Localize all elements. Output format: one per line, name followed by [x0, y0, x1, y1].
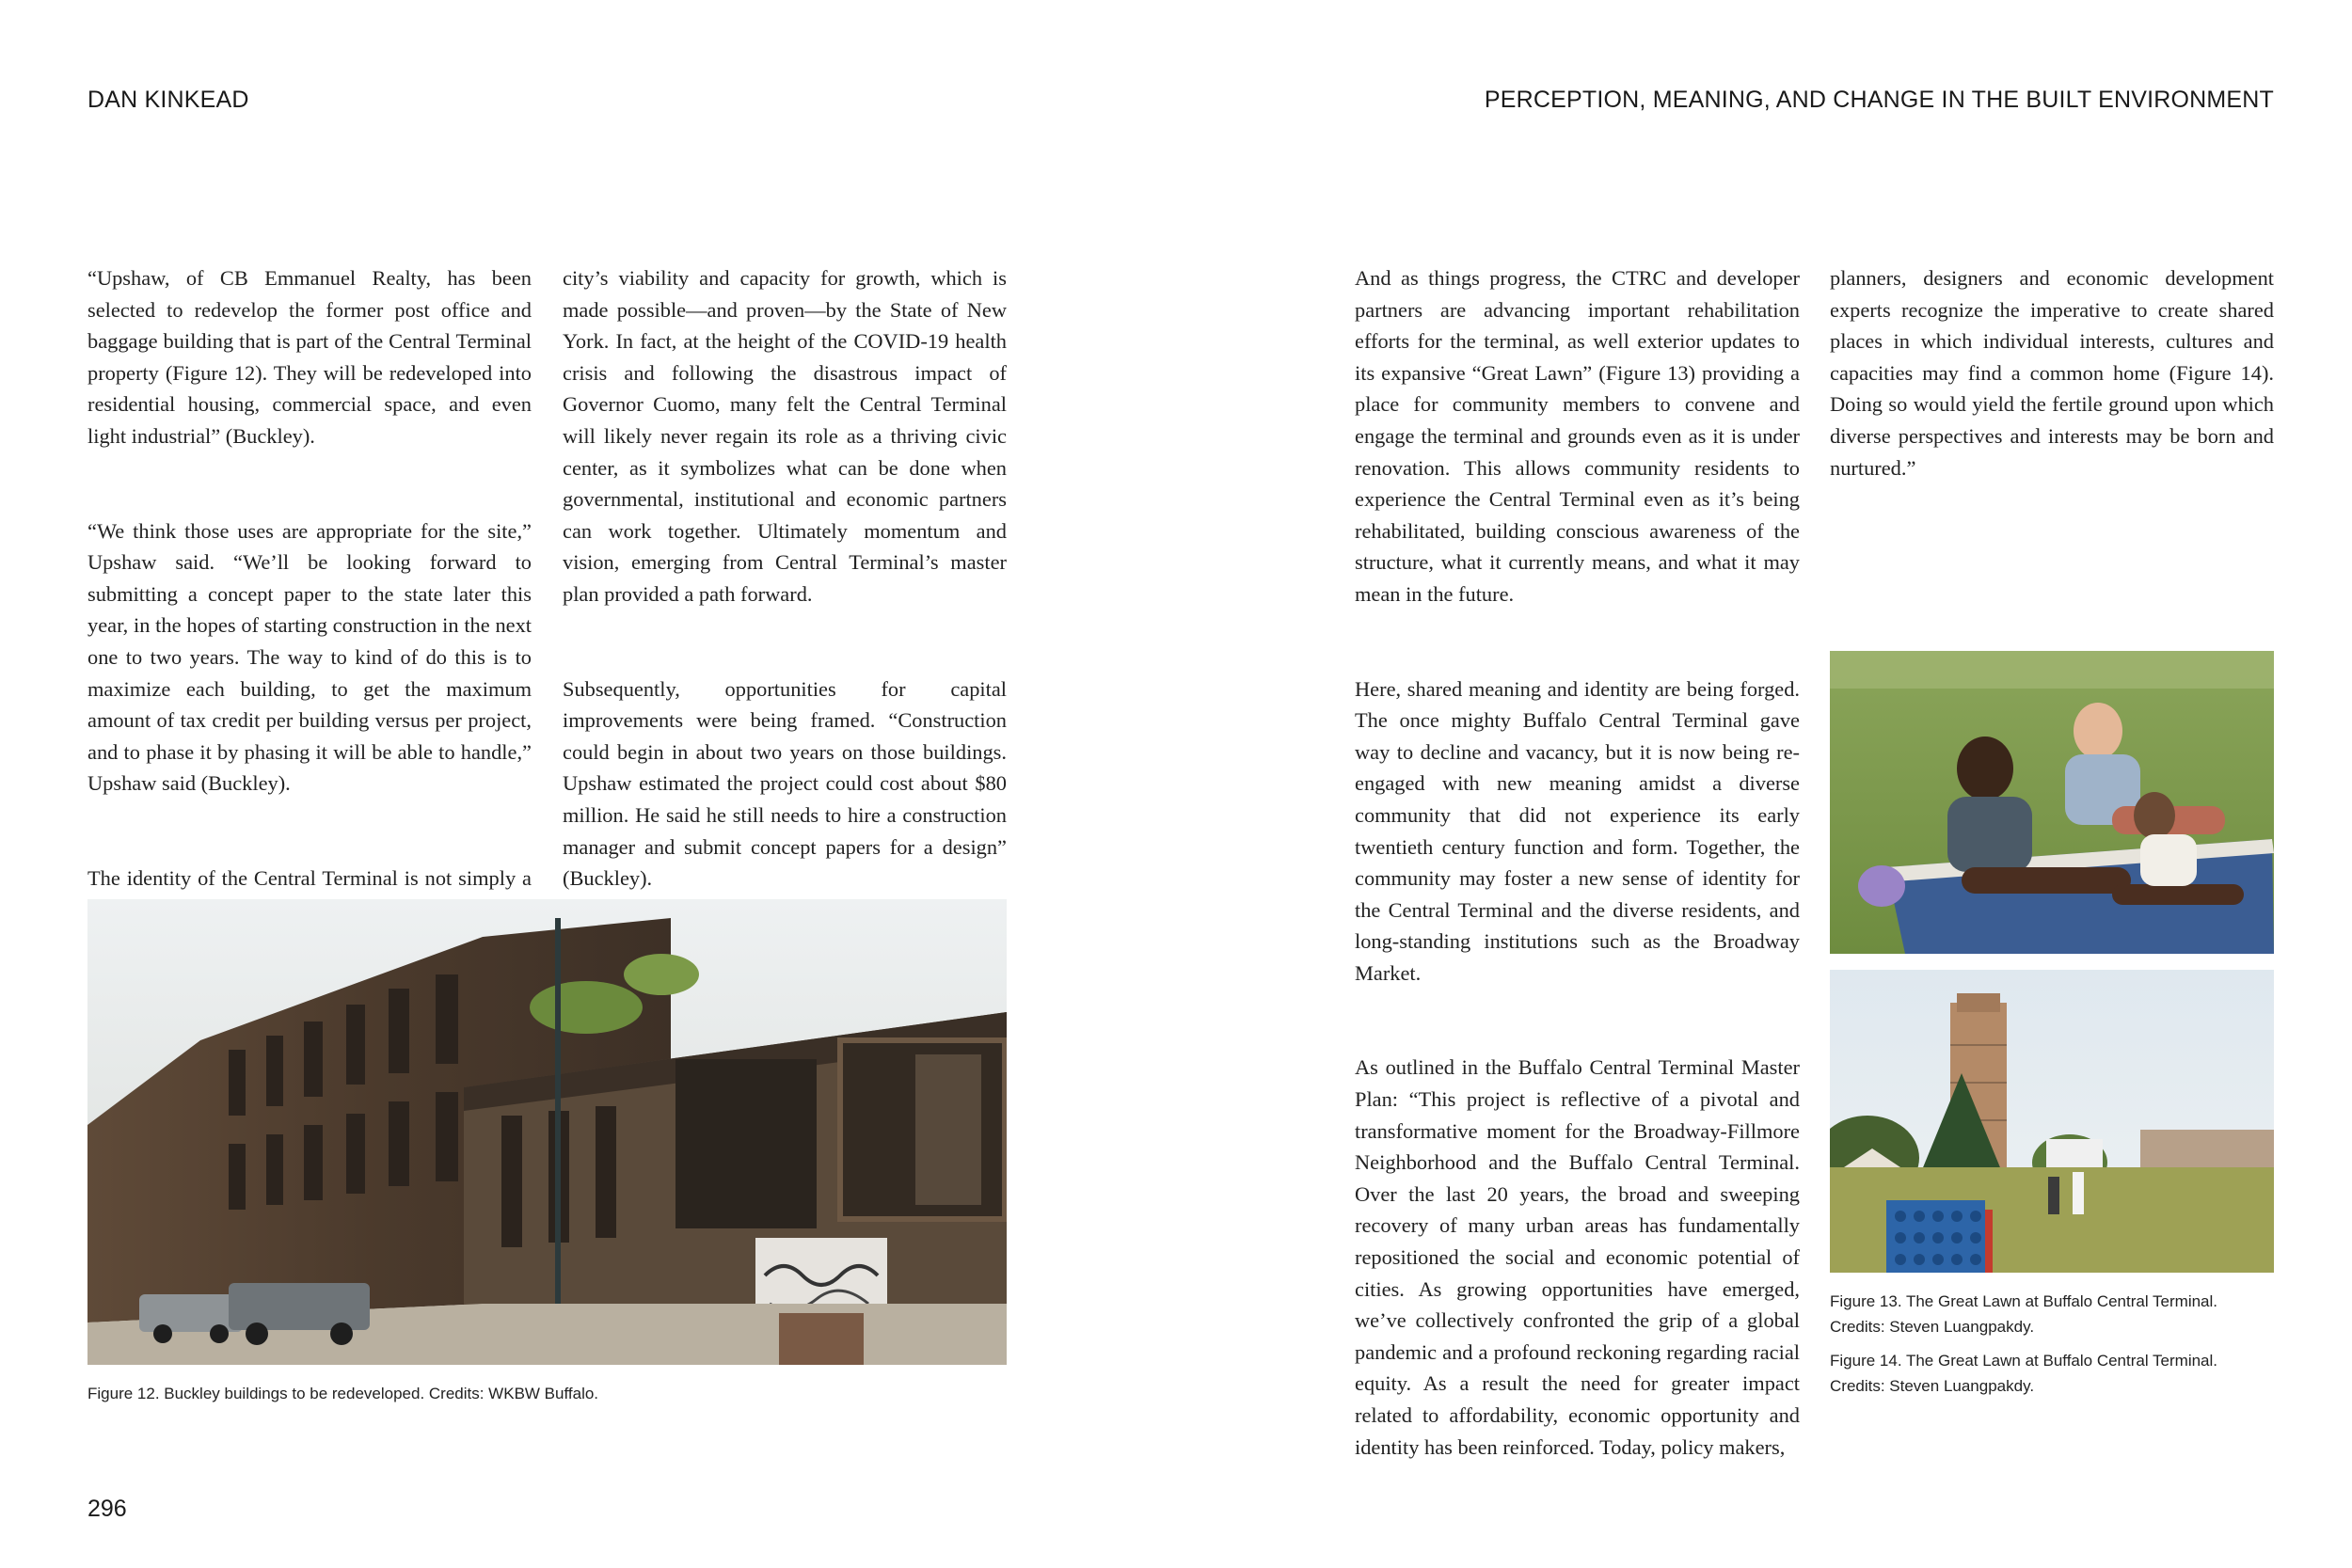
paragraph: Subsequently, opportunities for capital improvements were being framed. “Construction could begin in about two years on those buildings. Upshaw estimated the project could cost about $80 million. He said he still needs to hire a construction manager and submit concept papers for a design” (Buckley). [563, 676, 1007, 891]
left-column-1 [87, 262, 532, 958]
page-number: 296 [87, 1496, 127, 1522]
figure-13-credit-line: Credits: Steven Luangpakdy. [1830, 1318, 2035, 1336]
figure-14-caption-line: Figure 14. The Great Lawn at Buffalo Central Terminal. [1830, 1352, 2218, 1370]
figure-13-photo [1830, 651, 2274, 954]
paragraph: “Upshaw, of CB Emmanuel Realty, has been selected to redevelop the former post office and baggage building that is part of the Central Terminal property (Figure 12). They will be redeveloped into residential housing, commercial space, and even light industrial” (Buckley). [87, 266, 532, 448]
figure-14-photo [1830, 970, 2274, 1273]
figure-13-caption [1830, 1289, 2217, 1339]
paragraph: “We think those uses are appropriate for the site,” Upshaw said. “We’ll be looking forward to submitting a concept paper to the state later this year, in the hopes of starting construction in the next one to two years. The way to kind of do this is to maximize each building, to get the maximum amount of tax credit per building versus per project, and to phase it by phasing it will be able to handle,” Upshaw said (Buckley). [87, 518, 532, 796]
paragraph: The identity of the Central Terminal is not simply a [87, 865, 532, 890]
figure-12-photo [87, 899, 1007, 1365]
figure-14-credit-line: Credits: Steven Luangpakdy. [1830, 1377, 2035, 1395]
figure-14-caption [1830, 1348, 2217, 1399]
paragraph: planners, designers and economic development experts recognize the imperative to create shared places in which individual interests, cultures and capacities may find a common home (Figure 14). Doing so would yield the fertile ground upon which diverse perspectives and interests may be born and nurtured.” [1830, 266, 2274, 480]
right-column-2 [1830, 262, 2274, 483]
paragraph: As outlined in the Buffalo Central Terminal Master Plan: “This project is reflective of a pivotal and transformative moment for the Broadway-Fillmore Neighborhood and the Buffalo Central Terminal. Over the last 20 years, the broad and sweeping recovery of many urban areas has fundamentally repositioned the social and economic potential of cities. As growing opportunities have emerged, we’ve collectively confronted the grip of a global pandemic and a profound reckoning regarding racial equity. As a result the need for greater impact related to affordability, economic opportunity and identity has been reinforced. Today, policy makers, [1355, 1055, 1800, 1459]
paragraph: And as things progress, the CTRC and developer partners are advancing important rehabilitation efforts for the terminal, as well exterior updates to its expansive “Great Lawn” (Figure 13) providing a place for community members to convene and engage the terminal and grounds even as it is under renovation. This allows community residents to experience the Central Terminal even as it’s being rehabilitated, building conscious awareness of the structure, what it currently means, and what it may mean in the future. [1355, 266, 1800, 606]
right-column-1 [1355, 262, 1800, 1463]
running-header-title: PERCEPTION, MEANING, AND CHANGE IN THE BUILT ENVIRONMENT [1484, 87, 2274, 113]
paragraph: city’s viability and capacity for growth, which is made possible—and proven—by the State of New York. In fact, at the height of the COVID-19 health crisis and following the disastrous impact of Governor Cuomo, many felt the Central Terminal will likely never regain its role as a thriving civic center, as it symbolizes what can be done when governmental, institutional and economic partners can work together. Ultimately momentum and vision, emerging from Central Terminal’s master plan provided a path forward. [563, 266, 1007, 606]
paragraph: Here, shared meaning and identity are being forged. The once mighty Buffalo Central Terminal gave way to decline and vacancy, but it is now being re-engaged with new meaning amidst a diverse community that did not experience its early twentieth century function and form. Together, the community may foster a new sense of identity for the Central Terminal and the diverse residents, and long-standing institutions such as the Broadway Market. [1355, 676, 1800, 985]
figure-12-caption: Figure 12. Buckley buildings to be redeveloped. Credits: WKBW Buffalo. [87, 1385, 599, 1402]
running-header-author: DAN KINKEAD [87, 87, 249, 113]
left-column-2 [563, 262, 1007, 895]
figure-13-caption-line: Figure 13. The Great Lawn at Buffalo Central Terminal. [1830, 1292, 2218, 1310]
